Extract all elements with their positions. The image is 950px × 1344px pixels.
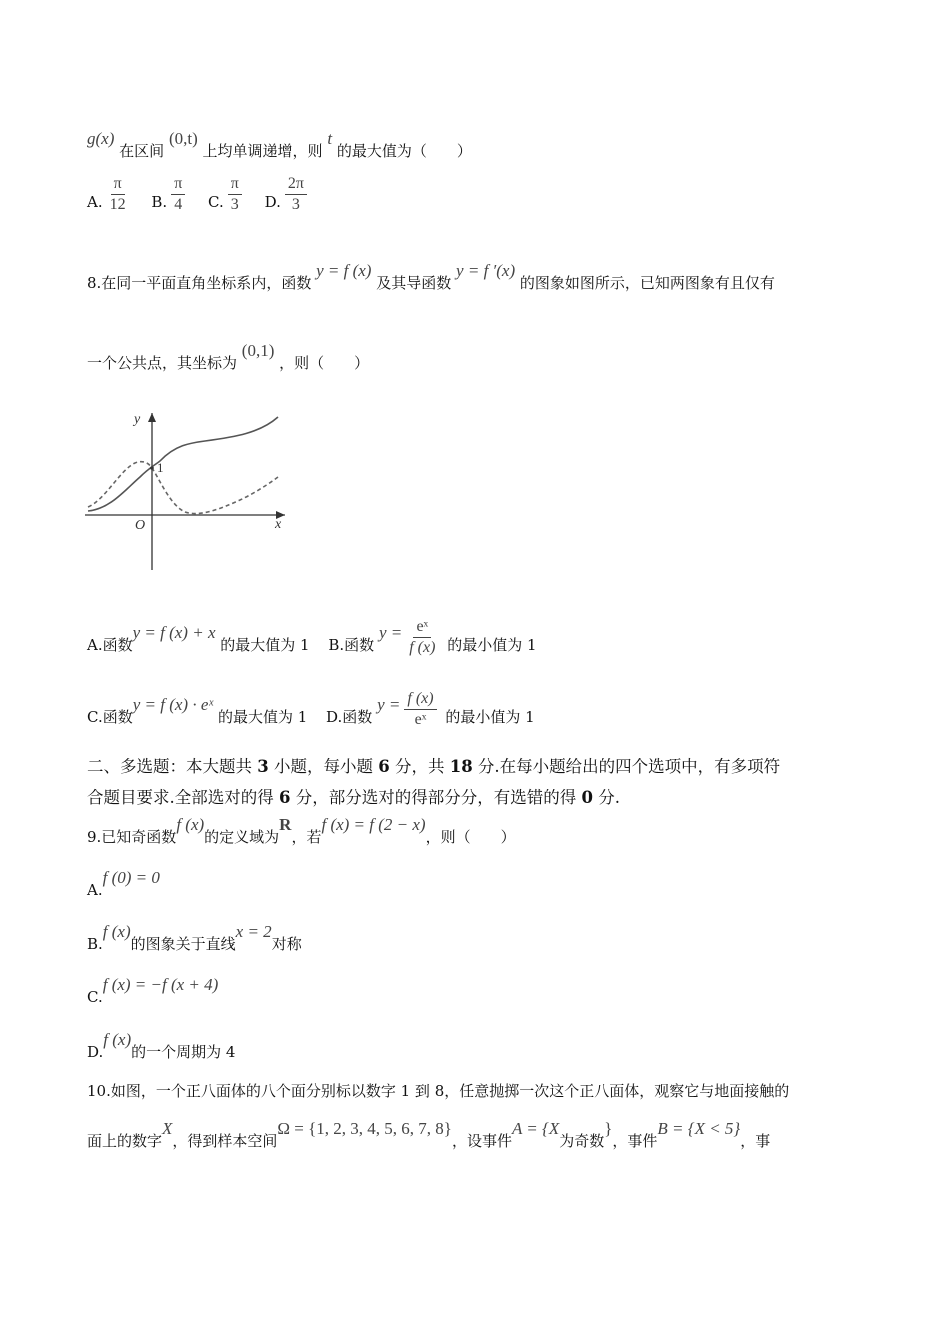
q10-stem-line1: 10.如图，一个正八面体的八个面分别标以数字 1 到 8，任意抛掷一次这个正八面体，观察它与地面接触的	[87, 1082, 790, 1100]
option-b[interactable]: B. $\frac{\pi}{4}$	[151, 193, 189, 211]
math-point: (0,1)	[241, 341, 275, 360]
option-d[interactable]: D. $\frac{2\pi}{3}$	[265, 193, 311, 211]
option-d[interactable]: D.函数 y = $\frac{f (x)}{\text{eˣ}}$ 的最小值为 1	[326, 690, 535, 728]
q10-stem-line2: 面上的数字X，得到样本空间Ω = {1, 2, 3, 4, 5, 6, 7, 8}，设事件A = {X为奇数}，事件B = {X < 5}，事	[87, 1119, 771, 1150]
q9-option-b[interactable]: B.f (x)的图象关于直线x = 2对称	[87, 922, 302, 953]
math-g-x: g(x)	[87, 129, 115, 148]
section2-heading-line2: 合题目要求.全部选对的得 6 分，部分选对的得部分分，有选错的得 0 分.	[87, 788, 620, 807]
q7-options	[87, 175, 325, 223]
q9-option-d[interactable]: D.f (x)的一个周期为 4	[87, 1030, 236, 1061]
math-y-fprime: y = f ′(x)	[456, 261, 516, 280]
option-c[interactable]: C. $\frac{\pi}{3}$	[208, 193, 246, 211]
q8-stem-line1: 8.在同一平面直角坐标系内，函数 y = f (x) 及其导函数 y = f ′(x) 的图象如图所示，已知两图象有且仅有	[87, 261, 775, 292]
f-curve	[88, 417, 278, 511]
option-a[interactable]: A. $\frac{\pi}{12}$	[87, 175, 126, 213]
q8-stem-line2: 一个公共点，其坐标为 (0,1) ，则（ ）	[87, 341, 370, 372]
math-y-fx: y = f (x)	[316, 261, 372, 280]
option-b[interactable]: B.函数 y = $\frac{\text{eˣ}}{f (x)}$ 的最小值为 1	[328, 618, 537, 656]
q9-option-a[interactable]: A.f (0) = 0	[87, 868, 160, 899]
q8-options-row1	[87, 618, 537, 666]
text: 上均单调递增，则	[202, 142, 323, 160]
x-label: x	[275, 517, 282, 532]
section2-heading-line1: 二、多选题：本大题共 3 小题，每小题 6 分，共 18 分.在每小题给出的四个选项中，有多项符	[87, 757, 781, 776]
fprime-curve	[88, 462, 278, 514]
q7-stem-line	[87, 129, 472, 161]
text: 在区间	[119, 142, 165, 160]
y-label: y	[134, 412, 141, 427]
q9-option-c[interactable]: C.f (x) = −f (x + 4)	[87, 975, 219, 1006]
math-interval: (0,t)	[168, 129, 198, 148]
q8-options-row2	[87, 690, 535, 738]
text: 的最大值为（ ）	[336, 142, 472, 160]
one-label: 1	[157, 460, 164, 475]
math-t: t	[327, 129, 333, 148]
intersection-point	[150, 466, 154, 470]
option-c[interactable]: C.函数y = f (x) · eˣ 的最大值为 1	[87, 694, 308, 726]
q9-stem: 9.已知奇函数f (x)的定义域为R，若f (x) = f (2 − x)，则（ ）	[87, 815, 516, 846]
option-a[interactable]: A.函数y = f (x) + x 的最大值为 1	[87, 622, 310, 654]
function-graph	[80, 405, 295, 575]
y-axis-arrow	[148, 413, 156, 422]
origin-label: O	[135, 518, 146, 533]
